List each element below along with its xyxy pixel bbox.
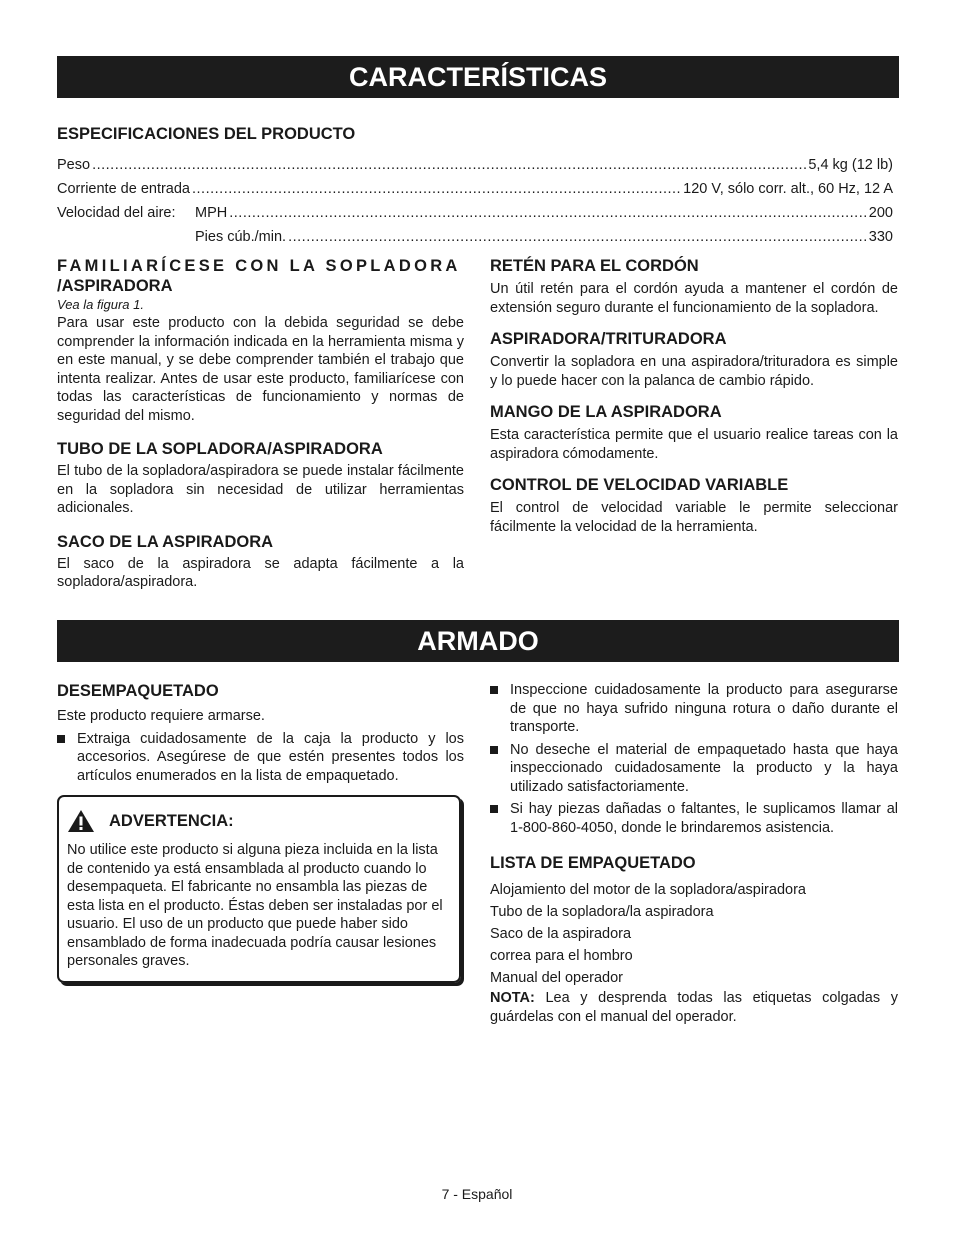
paragraph: Este producto requiere armarse. (57, 708, 265, 724)
warning-box (57, 795, 461, 983)
spec-value: 120 V, sólo corr. alt., 60 Hz, 12 A (683, 181, 893, 197)
spec-row-mph (57, 198, 893, 222)
bullet-square-icon (490, 681, 510, 737)
page-number: 7 - Español (441, 1186, 513, 1202)
list-item: Alojamiento del motor de la sopladora/aspiradora (490, 882, 806, 898)
dot-leader (192, 180, 681, 198)
section-heading: TUBO DE LA SOPLADORA/ASPIRADORA (57, 440, 383, 458)
bullet-square-icon (490, 741, 510, 797)
dot-leader (92, 156, 806, 174)
warning-triangle-icon (67, 809, 95, 833)
bullet-text: Si hay piezas dañadas o faltantes, le suplicamos llamar al 1-800-860-4050, donde le brindaremos asistencia. (510, 801, 898, 836)
bullet-item (57, 730, 464, 786)
paragraph: El saco de la aspiradora se adapta fácilmente a la sopladora/aspiradora. (57, 555, 464, 590)
specs-heading: ESPECIFICACIONES DEL PRODUCTO (57, 125, 356, 143)
section-heading: RETÉN PARA EL CORDÓN (490, 257, 699, 275)
list-item: Saco de la aspiradora (490, 926, 632, 942)
bullet-text: Inspeccione cuidadosamente la producto para asegurarse de que no haya sufrido ninguna rotura o daño durante el transporte. (510, 682, 898, 735)
list-item: Manual del operador (490, 970, 624, 986)
product-specifications (57, 124, 893, 246)
warning-title: ADVERTENCIA: (109, 812, 234, 830)
section-heading: CONTROL DE VELOCIDAD VARIABLE (490, 476, 789, 494)
spec-label: Velocidad del aire: (57, 205, 176, 221)
warning-text: No utilice este producto si alguna pieza incluida en la lista de contenido ya está ensamblada al producto cuando lo desempaqueta. El fabricante no ensambla las piezas de esta lista en el producto. Éstas deben ser instaladas por el usuario. El uso de un producto que puede haber sido ensamblado de forma inadecuada podría causar lesiones personales graves. (67, 842, 443, 969)
figure-reference: Vea la figura 1. (57, 297, 144, 312)
section-heading: ASPIRADORA/TRITURADORA (490, 330, 727, 348)
paragraph: El control de velocidad variable le permite seleccionar fácilmente la velocidad de la herramienta. (490, 500, 898, 535)
bullet-item (490, 800, 898, 837)
spec-row-cfm (57, 222, 893, 246)
paragraph: Para usar este producto con la debida seguridad se debe comprender la información indicada en la herramienta misma y en este manual, y se debe comprender también el trabajo que intenta realizar. Antes de usar este producto, familiarícese con todas las características de funcionamiento y normas de seguridad del mismo. (57, 315, 464, 424)
list-item: Tubo de la sopladora/la aspiradora (490, 904, 714, 920)
bullet-square-icon (57, 730, 77, 786)
paragraph: El tubo de la sopladora/aspiradora se puede instalar fácilmente en la sopladora sin necesidad de utilizar herramientas adicionales. (57, 463, 464, 516)
note-label: NOTA: (490, 990, 535, 1006)
section-banner-assembly: ARMADO (57, 620, 899, 662)
section-heading: /ASPIRADORA (57, 277, 173, 295)
features-right-column (490, 256, 898, 536)
bullet-text: Extraiga cuidadosamente de la caja la producto y los accesorios. Asegúrese de que estén presentes todos los artículos enumerados en la lista de empaquetado. (77, 730, 464, 784)
section-banner-features: CARACTERÍSTICAS (57, 56, 899, 98)
list-item: correa para el hombro (490, 948, 633, 964)
assembly-right-column (490, 681, 898, 1026)
section-heading: FAMILIARÍCESE CON LA SOPLADORA (57, 257, 461, 275)
dot-leader (229, 204, 867, 222)
spec-value: 200 (868, 205, 893, 221)
spec-sublabel: Pies cúb./min. (195, 229, 287, 245)
bullet-item (490, 681, 898, 737)
spec-value: 330 (868, 229, 893, 245)
section-heading: LISTA DE EMPAQUETADO (490, 854, 696, 872)
paragraph: Esta característica permite que el usuario realice tareas con la aspiradora cómodamente. (490, 427, 898, 462)
assembly-left-column (57, 681, 464, 983)
spec-label: Peso (57, 157, 91, 173)
bullet-square-icon (490, 800, 510, 837)
paragraph: Un útil retén para el cordón ayuda a mantener el cordón de extensión seguro durante el funcionamiento de la sopladora. (490, 281, 898, 316)
section-heading: MANGO DE LA ASPIRADORA (490, 403, 722, 421)
spec-label: Corriente de entrada (57, 181, 190, 197)
bullet-text: No deseche el material de empaquetado hasta que haya inspeccionado cuidadosamente la producto y la haya utilizado satisfactoriamente. (510, 741, 898, 795)
paragraph: Convertir la sopladora en una aspiradora/trituradora es simple y lo puede hacer con la palanca de cambio rápido. (490, 354, 898, 389)
spec-row-current (57, 174, 893, 198)
spec-value: 5,4 kg (12 lb) (808, 157, 893, 173)
dot-leader (288, 228, 867, 246)
section-heading: DESEMPAQUETADO (57, 682, 219, 700)
bullet-item (490, 741, 898, 797)
spec-row-weight (57, 150, 893, 174)
section-heading: SACO DE LA ASPIRADORA (57, 532, 274, 551)
note-text: Lea y desprenda todas las etiquetas colgadas y guárdelas con el manual del operador. (490, 990, 898, 1025)
spec-sublabel: MPH (195, 205, 228, 221)
note-paragraph (490, 989, 898, 1026)
features-left-column (57, 256, 464, 592)
